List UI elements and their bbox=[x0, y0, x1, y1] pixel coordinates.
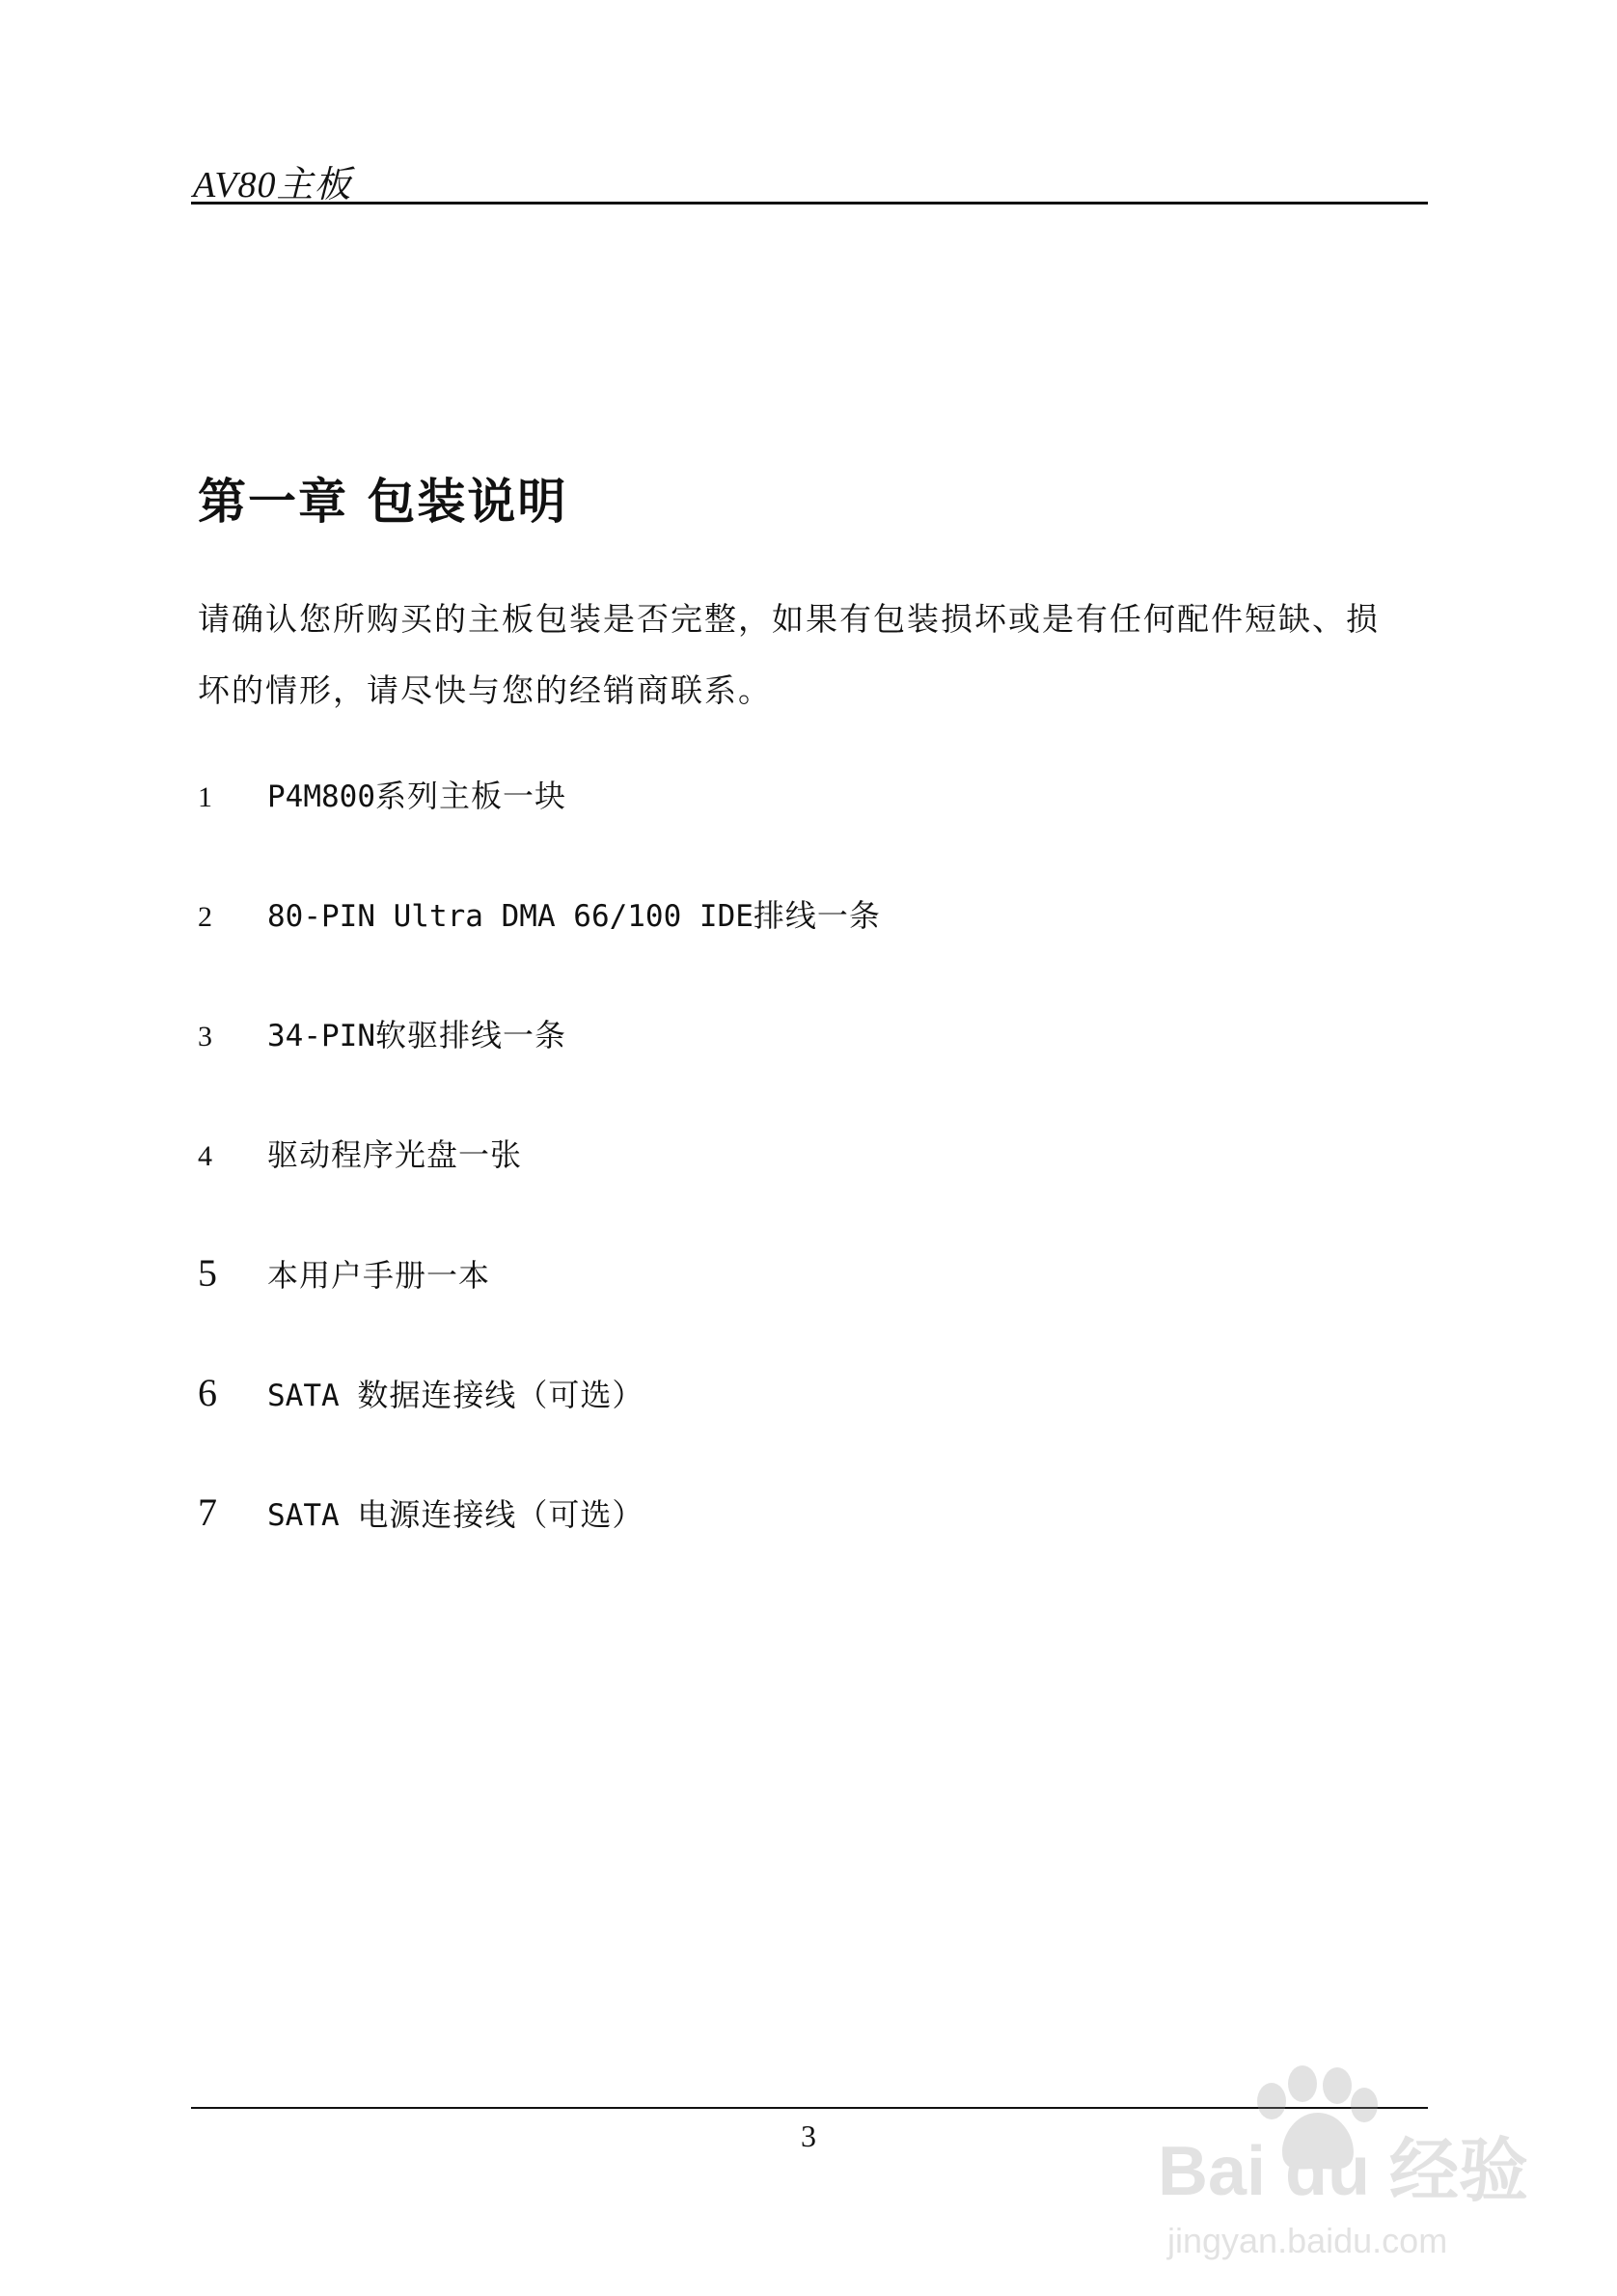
list-item bbox=[198, 772, 566, 816]
list-item-number: 1 bbox=[198, 781, 212, 813]
list-item-prefix: 80-PIN Ultra DMA 66/100 IDE bbox=[267, 899, 754, 934]
list-item-text bbox=[267, 1251, 490, 1296]
list-item bbox=[198, 1490, 644, 1535]
list-item-label: 数据连接线（可选） bbox=[357, 1377, 644, 1413]
baidu-watermark-logo bbox=[1148, 2045, 1553, 2267]
intro-line-2: 坏的情形，请尽快与您的经销商联系。 bbox=[198, 671, 772, 709]
list-item-prefix: SATA bbox=[267, 1498, 358, 1533]
list-item-number: 4 bbox=[198, 1140, 212, 1172]
page-number: 3 bbox=[801, 2118, 816, 2153]
list-item-label: 电源连接线（可选） bbox=[357, 1496, 644, 1533]
list-item-prefix: P4M800 bbox=[267, 779, 375, 814]
chapter-title: 第一章 包装说明 bbox=[198, 474, 568, 530]
list-item-label: 本用户手册一本 bbox=[267, 1257, 491, 1294]
list-item-number: 3 bbox=[198, 1021, 212, 1052]
list-item bbox=[198, 1250, 490, 1296]
watermark-brand: Bai du 经验 bbox=[1158, 2133, 1529, 2210]
list-item-text bbox=[267, 772, 566, 816]
list-item-number: 5 bbox=[198, 1251, 217, 1295]
intro-line-1: 请确认您所购买的主板包装是否完整，如果有包装损坏或是有任何配件短缺、损 bbox=[198, 600, 1380, 638]
header-title: AV80主板 bbox=[193, 165, 352, 205]
list-item-prefix: SATA bbox=[267, 1379, 358, 1413]
list-item-text bbox=[267, 891, 881, 936]
list-item-text bbox=[267, 1131, 522, 1175]
list-item-prefix: 34-PIN bbox=[267, 1019, 375, 1053]
watermark-url: jingyan.baidu.com bbox=[1167, 2221, 1448, 2260]
list-item bbox=[198, 1131, 522, 1175]
list-item bbox=[198, 1011, 566, 1055]
list-item-number: 6 bbox=[198, 1371, 217, 1414]
list-item-label: 排线一条 bbox=[753, 897, 881, 934]
list-item-number: 7 bbox=[198, 1490, 217, 1534]
list-item-label: 驱动程序光盘一张 bbox=[267, 1136, 523, 1173]
list-item-label: 软驱排线一条 bbox=[374, 1017, 566, 1053]
list-item-label: 系列主板一块 bbox=[374, 778, 566, 814]
list-item-text bbox=[267, 1490, 644, 1535]
list-item-number: 2 bbox=[198, 901, 212, 933]
list-item-text bbox=[267, 1011, 566, 1055]
list-item-text bbox=[267, 1371, 644, 1415]
list-item bbox=[198, 891, 881, 936]
header-rule bbox=[191, 202, 1428, 205]
list-item bbox=[198, 1370, 644, 1415]
intro-paragraph bbox=[198, 584, 1442, 726]
